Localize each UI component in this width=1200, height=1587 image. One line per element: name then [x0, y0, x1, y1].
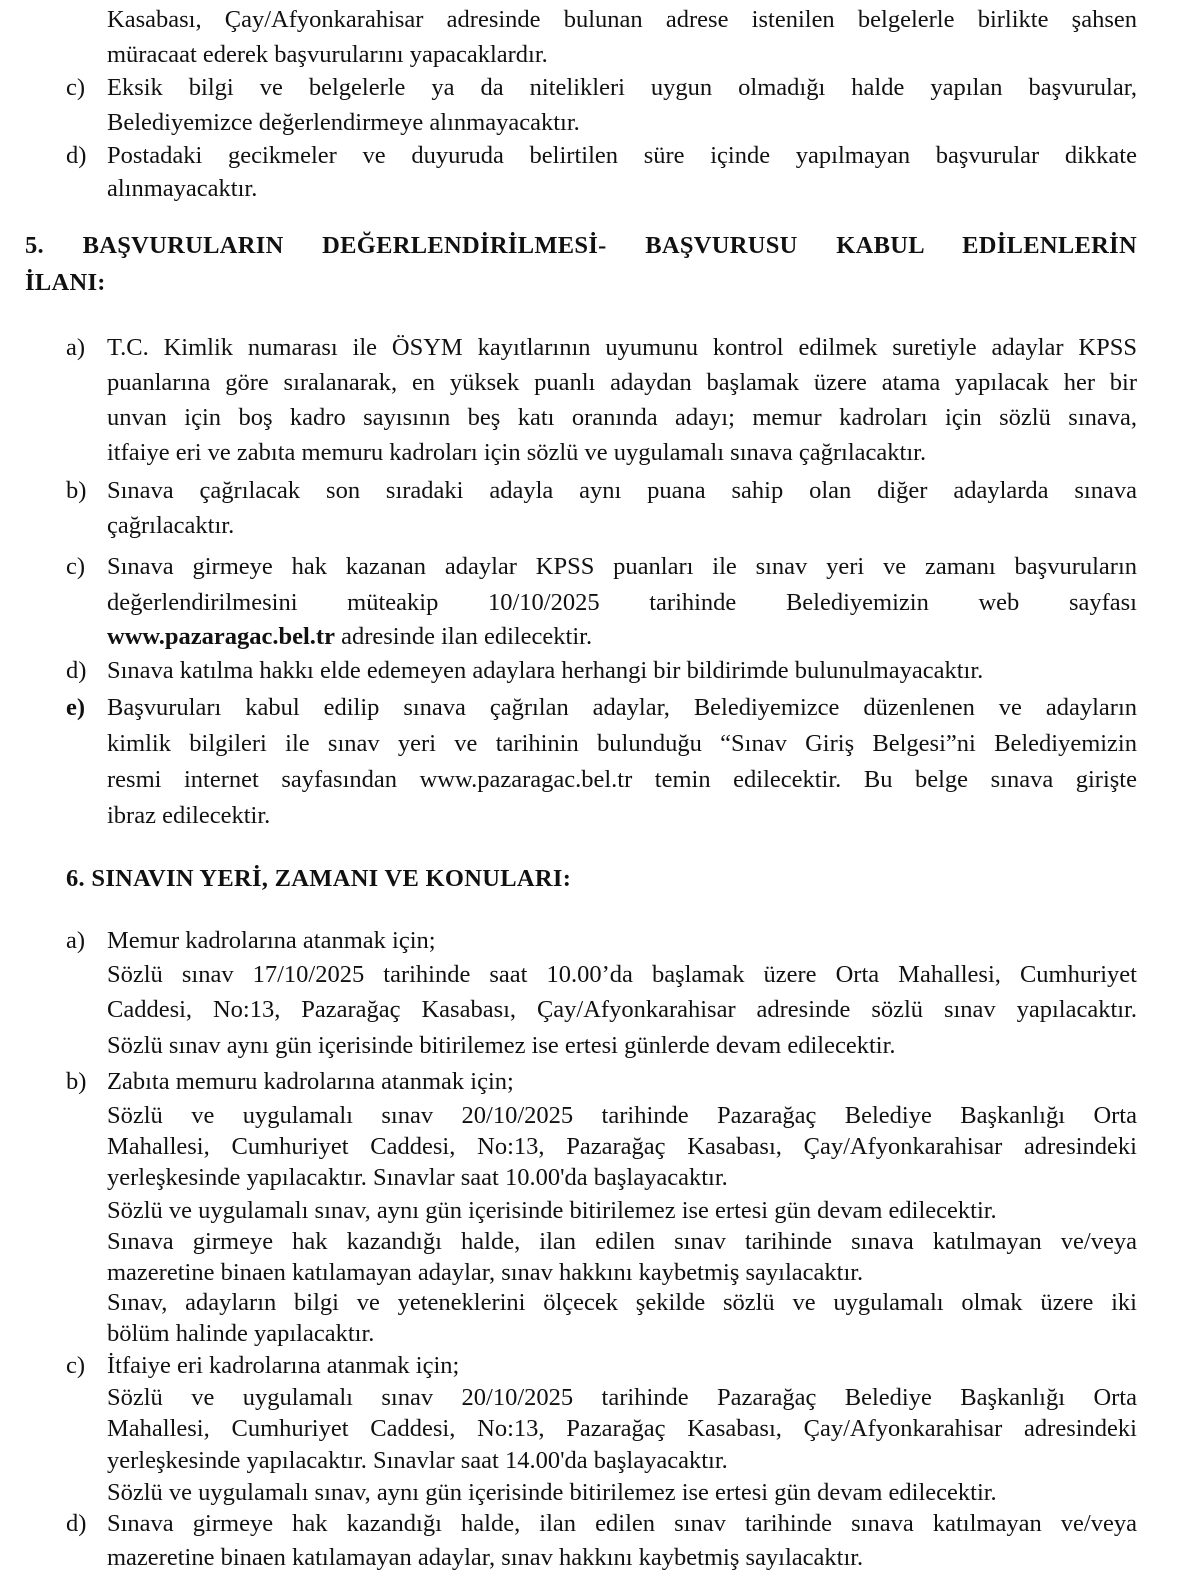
paragraph-line: değerlendirilmesini müteakip 10/10/2025 tarihinde Belediyemizin web sayfası [107, 589, 1137, 616]
paragraph-line: kimlik bilgileri ile sınav yeri ve tarihinin bulunduğu “Sınav Giriş Belgesi”ni Belediyemizin [107, 730, 1137, 757]
paragraph-line: Sözlü ve uygulamalı sınav, aynı gün içerisinde bitirilemez ise ertesi gün devam edilecektir. [107, 1479, 997, 1506]
list-marker: d) [66, 142, 87, 169]
paragraph-line: Sınava girmeye hak kazandığı halde, ilan edilen sınav tarihinde sınava katılmayan ve/veya [107, 1228, 1137, 1255]
paragraph-line: itfaiye eri ve zabıta memuru kadroları için sözlü ve uygulamalı sınava çağrılacaktır. [107, 439, 927, 466]
paragraph-line: Sözlü ve uygulamalı sınav 20/10/2025 tarihinde Pazarağaç Belediye Başkanlığı Orta [107, 1384, 1137, 1411]
paragraph-line: yerleşkesinde yapılacaktır. Sınavlar saat 10.00'da başlayacaktır. [107, 1164, 728, 1191]
paragraph-line: mazeretine binaen katılamayan adaylar, sınav hakkını kaybetmiş sayılacaktır. [107, 1259, 864, 1286]
list-marker: a) [66, 927, 86, 954]
section-heading: 6. SINAVIN YERİ, ZAMANI VE KONULARI: [66, 865, 572, 892]
paragraph-line: müracaat ederek başvurularını yapacaklardır. [107, 41, 548, 68]
website-link[interactable]: www.pazaragac.bel.tr [107, 623, 335, 650]
paragraph-line [107, 622, 1137, 652]
paragraph-line: Postadaki gecikmeler ve duyuruda belirtilen süre içinde yapılmayan başvurular dikkate [107, 142, 1137, 169]
paragraph-line: Belediyemizce değerlendirmeye alınmayacaktır. [107, 109, 580, 136]
paragraph-line: Kasabası, Çay/Afyonkarahisar adresinde bulunan adrese istenilen belgelerle birlikte şahsen [107, 6, 1137, 33]
paragraph-line: ibraz edilecektir. [107, 802, 271, 829]
section-heading: İLANI: [25, 269, 106, 296]
paragraph-line: Memur kadrolarına atanmak için; [107, 927, 436, 954]
paragraph-line: Başvuruları kabul edilip sınava çağrılan adaylar, Belediyemizce düzenlenen ve adayların [107, 694, 1137, 721]
paragraph-line: Sözlü ve uygulamalı sınav 20/10/2025 tarihinde Pazarağaç Belediye Başkanlığı Orta [107, 1102, 1137, 1129]
paragraph-line: bölüm halinde yapılacaktır. [107, 1320, 375, 1347]
paragraph-text: adresinde ilan edilecektir. [334, 623, 593, 650]
list-marker: c) [66, 74, 86, 101]
paragraph-line: Zabıta memuru kadrolarına atanmak için; [107, 1068, 514, 1095]
paragraph-line: İtfaiye eri kadrolarına atanmak için; [107, 1352, 460, 1379]
paragraph-line: Sınav, adayların bilgi ve yeteneklerini ölçecek şekilde sözlü ve uygulamalı olmak üzere iki [107, 1289, 1137, 1316]
list-marker: b) [66, 1068, 87, 1095]
paragraph-line: puanlarına göre sıralanarak, en yüksek puanlı adaydan başlamak üzere atama yapılacak her bir [107, 369, 1137, 396]
paragraph-line: Sözlü sınav aynı gün içerisinde bitirilemez ise ertesi günlerde devam edilecektir. [107, 1032, 896, 1059]
list-marker: d) [66, 657, 87, 684]
paragraph-line: Sınava girmeye hak kazandığı halde, ilan edilen sınav tarihinde sınava katılmayan ve/veya [107, 1510, 1137, 1537]
paragraph-line: mazeretine binaen katılamayan adaylar, sınav hakkını kaybetmiş sayılacaktır. [107, 1544, 864, 1571]
list-marker: c) [66, 553, 86, 580]
list-marker: d) [66, 1510, 87, 1537]
section-heading: 5. BAŞVURULARIN DEĞERLENDİRİLMESİ- BAŞVURUSU KABUL EDİLENLERİN [25, 232, 1137, 259]
paragraph-line: resmi internet sayfasından www.pazaragac.bel.tr temin edilecektir. Bu belge sınava girişte [107, 766, 1137, 793]
paragraph-line: Mahallesi, Cumhuriyet Caddesi, No:13, Pazarağaç Kasabası, Çay/Afyonkarahisar adresindeki [107, 1415, 1137, 1442]
paragraph-line: Sınava çağrılacak son sıradaki adayla aynı puana sahip olan diğer adaylarda sınava [107, 477, 1137, 504]
paragraph-line: Caddesi, No:13, Pazarağaç Kasabası, Çay/Afyonkarahisar adresinde sözlü sınav yapılacaktır. [107, 996, 1137, 1023]
list-marker: c) [66, 1352, 86, 1379]
paragraph-line: unvan için boş kadro sayısının beş katı oranında adayı; memur kadroları için sözlü sınava, [107, 404, 1137, 431]
paragraph-line: Mahallesi, Cumhuriyet Caddesi, No:13, Pazarağaç Kasabası, Çay/Afyonkarahisar adresindeki [107, 1133, 1137, 1160]
paragraph-line: alınmayacaktır. [107, 175, 258, 202]
list-marker: b) [66, 477, 87, 504]
paragraph-line: Sınava katılma hakkı elde edemeyen adaylara herhangi bir bildirimde bulunulmayacaktır. [107, 657, 984, 684]
paragraph-line: T.C. Kimlik numarası ile ÖSYM kayıtlarının uyumunu kontrol edilmek suretiyle adaylar KPSS [107, 334, 1137, 361]
paragraph-line: yerleşkesinde yapılacaktır. Sınavlar saat 14.00'da başlayacaktır. [107, 1447, 728, 1474]
paragraph-line: Sınava girmeye hak kazanan adaylar KPSS puanları ile sınav yeri ve zamanı başvuruların [107, 553, 1137, 580]
list-marker: a) [66, 334, 86, 361]
paragraph-line: Sözlü ve uygulamalı sınav, aynı gün içerisinde bitirilemez ise ertesi gün devam edilecektir. [107, 1197, 997, 1224]
paragraph-line: Eksik bilgi ve belgelerle ya da nitelikleri uygun olmadığı halde yapılan başvurular, [107, 74, 1137, 101]
list-marker: e) [66, 694, 86, 721]
paragraph-line: Sözlü sınav 17/10/2025 tarihinde saat 10.00’da başlamak üzere Orta Mahallesi, Cumhuriyet [107, 961, 1137, 988]
paragraph-line: çağrılacaktır. [107, 512, 235, 539]
